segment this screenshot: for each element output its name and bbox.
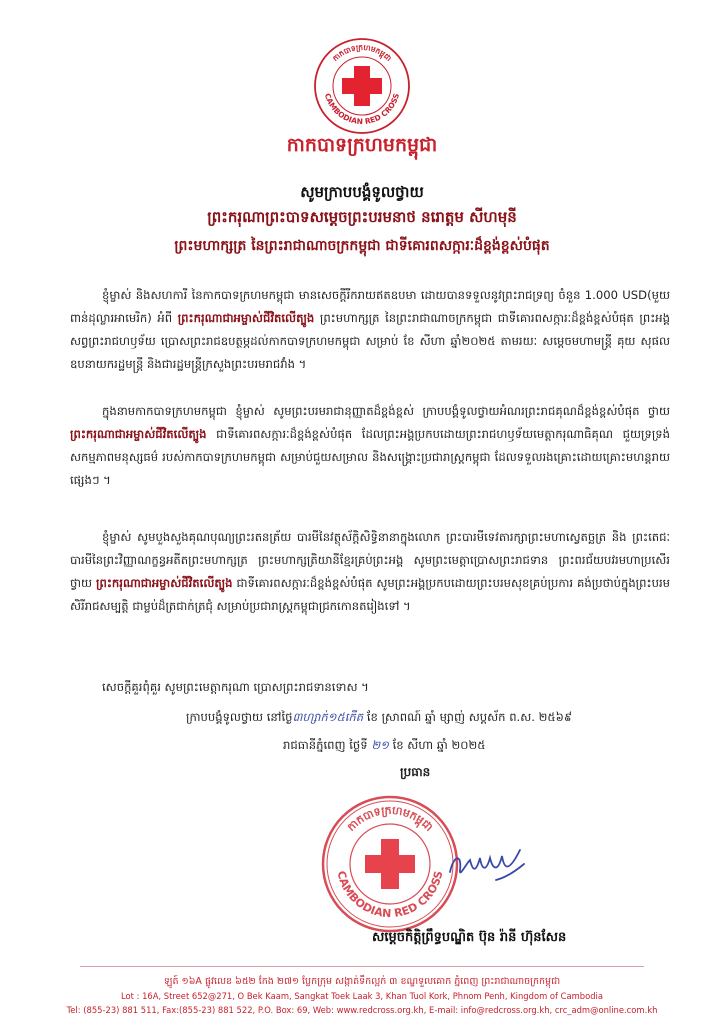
red-cross-logo: [312, 36, 412, 136]
svg-text:កាកបាទក្រហមកម្ពុជា: [345, 804, 436, 834]
paragraph-text: ព្រះមហាក្សត្រ នៃព្រះរាជាណាចក្រកម្ពុជា ជាទីគោរពសក្ការៈដ៏ខ្ពង់ខ្ពស់បំផុត ព្រះអង្គសព្វព្រះរាជហឫទ័យ ប្រោសព្រះរាជឧបត្ថម្ភដល់កាកបាទក្រហមកម្ពុជា សម្រាប់ ខែ សីហា ឆ្នាំ២០២៥ តាមរយៈ សម្តេចមហាមន្ត្រី គុយ សុផល ឧបនាយករដ្ឋមន្ត្រី និងជារដ្ឋមន្ត្រីក្រសួងព្រះបរមរាជវាំង ។: [70, 311, 671, 371]
handwritten-lunar-day: ៣ហ្សាក់១៥កើត: [292, 710, 364, 724]
paragraph-text: ក្នុងនាមកាកបាទក្រហមកម្ពុជា ខ្ញុំម្ចាស់ សូមព្រះបរមរាជានុញ្ញាតដ៏ខ្ពង់ខ្ពស់ ក្រាបបង្គំទូលថ្វាយអំណរព្រះរាជគុណដ៏ខ្ពង់ខ្ពស់បំផុត ថ្វាយ: [102, 404, 670, 418]
date-text: ក្រាបបង្គំទូលថ្វាយ នៅថ្ងៃ: [186, 710, 293, 724]
royal-title-emphasis: ព្រះករុណាជាអម្ចាស់ជីវិតលើត្បូង: [70, 427, 207, 441]
footer-divider: [80, 966, 644, 967]
lunar-date-line: [186, 710, 572, 727]
svg-text:កាកបាទក្រហមកម្ពុជា: [331, 43, 394, 63]
paragraph-text: ខ្ញុំម្ចាស់ និងសហការី នៃកាកបាទក្រហមកម្ពុជា មានសេចក្តីរីករាយឥតឧបមា ដោយបានទទួលនូវព្រះរាជទ្រព្យ ចំនួន 1.000 USD(មួយពាន់ដុល្លារអាមេរិក) អំពី: [70, 288, 670, 325]
addressee-title-line: ព្រះមហាក្សត្រ នៃព្រះរាជាណាចក្រកម្ពុជា ជាទីគោរពសក្ការៈដ៏ខ្ពង់ខ្ពស់បំផុត: [174, 238, 550, 254]
signer-name: សម្តេចកិត្តិព្រឹទ្ធបណ្ឌិត ប៊ុន រ៉ានី ហ៊ុនសែន: [372, 930, 567, 945]
official-stamp: [319, 793, 461, 935]
logo-ring-bottom-text: CAMBODIAN RED CROSS: [322, 92, 402, 127]
footer-contacts: Tel: (855-23) 881 511, Fax:(855-23) 881 522, P.O. Box: 69, Web: www.redcross.org.kh, E-mail: info@redcross.org.kh, crc_adm@online.com.kh: [66, 1005, 658, 1015]
addressee-line: ព្រះករុណាព្រះបាទសម្តេចព្រះបរមនាថ នរោត្តម សីហមុនី: [207, 208, 517, 226]
footer-address-english: Lot : 16A, Street 652@271, O Bek Kaam, Sangkat Toek Laak 3, Khan Tuol Kork, Phnom Penh, Kingdom of Cambodia: [121, 991, 603, 1001]
handwritten-signature: [446, 842, 528, 888]
body-paragraph-2: [70, 400, 670, 492]
stamp-top-text: កាកបាទក្រហមកម្ពុជា: [344, 803, 436, 834]
royal-title-emphasis: ព្រះករុណាជាអម្ចាស់ជីវិតលើត្បូង: [96, 576, 233, 590]
stamp-cross-icon: [365, 839, 415, 889]
stamp-bottom-text: CAMBODIAN RED CROSS: [334, 869, 446, 921]
red-cross-emblem-icon: [342, 66, 382, 106]
salutation-line: សូមក្រាបបង្គំទូលថ្វាយ: [300, 183, 424, 201]
writer-title: ប្រធាន: [400, 765, 431, 779]
body-paragraph-1: [70, 284, 670, 376]
body-paragraph-3: [70, 526, 670, 618]
date-text: រាជធានីភ្នំពេញ ថ្ងៃទី: [283, 738, 372, 752]
paragraph-text: ជាទីគោរពសក្ការៈដ៏ខ្ពង់ខ្ពស់បំផុត ដែលព្រះអង្គប្រកបដោយព្រះរាជហឫទ័យមេត្តាករុណាធិគុណ ជួយទ្រទ្រង់សកម្មភាពមនុស្សធម៌ របស់កាកបាទក្រហមកម្ពុជា សម្រាប់ជួយសម្រាល និងសង្គ្រោះប្រជារាស្ត្រកម្ពុជា ដែលទទួលរងគ្រោះដោយគ្រោះមហន្តរាយផ្សេងៗ ។: [70, 427, 670, 487]
paragraph-text: ខ្ញុំម្ចាស់ សូមបួងសួងគុណបុណ្យព្រះរតនត្រ័យ បារមីនៃវត្ថុស័ក្តិសិទ្ធិនានាក្នុងលោក ព្រះបារមីទេវតារក្សាព្រះមហាស្វេតច្ឆត្រ និង ព្រះតេជៈបារមីនៃព្រះវិញ្ញាណក្ខន្ធអតីតព្រះមហាក្សត្រ ព្រះមហាក្សត្រិយានីខ្មែរគ្រប់ព្រះអង្គ សូមព្រះមេត្តាប្រោសព្រះរាជទាន ព្រះពរជ័យបវរមហាប្រសើរ ថ្វាយ: [70, 530, 670, 590]
date-text: ខែ ស្រាពណ៍ ឆ្នាំ ម្សាញ់ សប្តស័ក ព.ស. ២៥៦៩: [363, 710, 573, 724]
handwritten-day: ២១: [371, 738, 389, 752]
solar-date-line: [283, 738, 485, 755]
footer-address-khmer: ឡូត៍ ១៦A ផ្លូវលេខ ៦៥២ កែង ២៧១ ប្លែកក្រុម សង្កាត់ទឹកល្អក់ ៣ ខណ្ឌទួលគោក ភ្នំពេញ ព្រះរាជាណាចក្រកម្ពុជា: [163, 976, 561, 987]
logo-ring-top-text: កាកបាទក្រហមកម្ពុជា: [330, 42, 394, 63]
date-text: ខែ សីហា ឆ្នាំ ២០២៥: [388, 738, 486, 752]
organization-title: កាកបាទក្រហមកម្ពុជា: [286, 134, 438, 156]
royal-title-emphasis: ព្រះករុណាជាអម្ចាស់ជីវិតលើត្បូង: [177, 311, 315, 325]
paragraph-text: ជាទីគោរពសក្ការៈដ៏ខ្ពង់ខ្ពស់បំផុត សូមព្រះអង្គប្រកបដោយព្រះបរមសុខគ្រប់ប្រការ គង់ប្រថាប់ក្នុងព្រះបរមសិរីរាជសម្បត្តិ ជាម្លប់ដ៏ត្រជាក់ត្រជុំ សម្រាប់ប្រជារាស្ត្រកម្ពុជាជ្រកកោនតរៀងទៅ ។: [70, 576, 670, 613]
closing-paragraph: [70, 676, 670, 699]
paragraph-text: សេចក្តីគួរពុំគួរ សូមព្រះមេត្តាករុណា ប្រោសព្រះរាជទានទោស ។: [102, 680, 369, 694]
